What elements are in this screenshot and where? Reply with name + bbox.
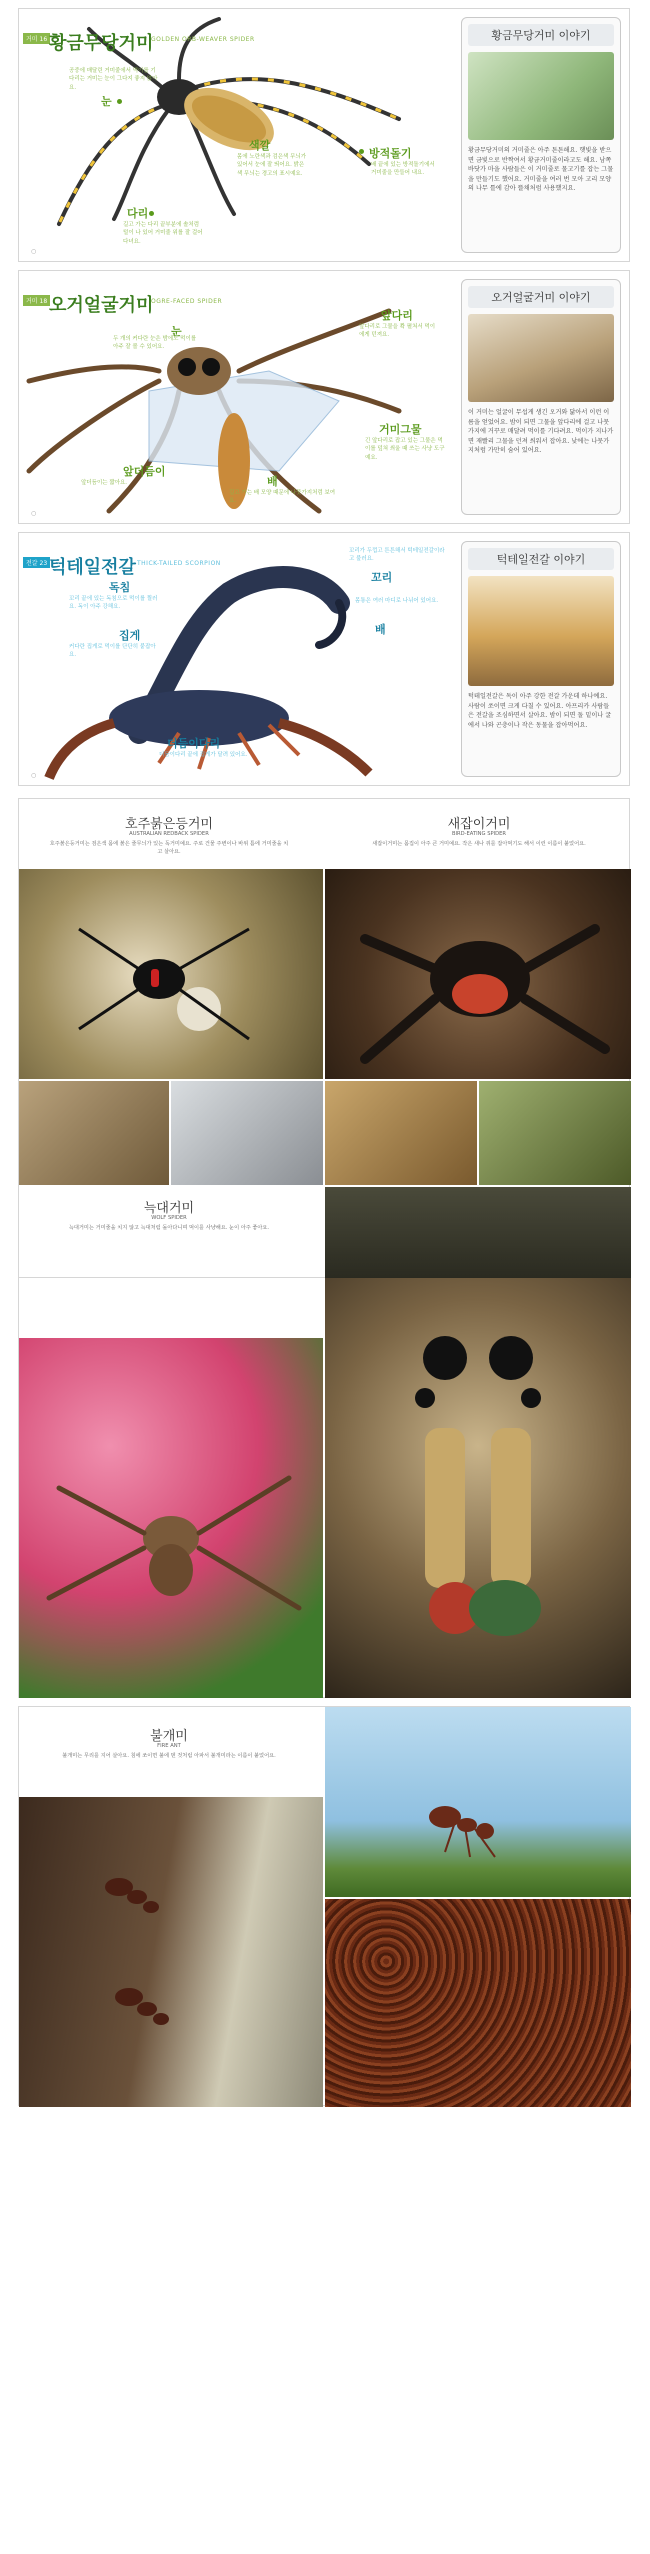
wolf-spider-title: 늑대거미 — [143, 1201, 195, 1216]
story-sidebar — [461, 279, 621, 515]
hair-note: 배 끝에 있는 방적돌기에서 거미줄을 만들어 내요. — [371, 162, 435, 177]
belly-note: 몸통은 여러 마디로 나뉘어 있어요. — [355, 598, 439, 604]
belly-note: 길고 가는 배 모양 때문에 나뭇가지처럼 보여요. — [229, 490, 336, 505]
story-text: 황금무당거미의 거미줄은 아주 튼튼해요. 햇빛을 받으면 금빛으로 반짝여서 황금거미줄이라고도 해요. 남쪽 바닷가 마을 사람들은 이 거미줄로 물고기를 잡는 그물을 만들기도 했어요. 거미줄을 여러 번 모아 고리 모양의 나무 틀에 감아 뜰채처럼 사용했지요. — [468, 147, 614, 193]
redback-title: 호주붉은등거미 — [125, 817, 213, 832]
spread-ogre-faced — [18, 270, 630, 524]
palp-label: 더듬이다리 — [167, 737, 221, 750]
bird-eater-photo — [325, 869, 631, 1079]
eye-note: 두 개의 커다란 눈은 밤에도 먹이를 아주 잘 볼 수 있어요. — [113, 336, 197, 351]
fire-ant-climbing-image — [19, 1797, 323, 2107]
bird-eater-thumb-1 — [325, 1081, 477, 1185]
photo-spread-fire-ant — [18, 1706, 630, 2106]
page-subtitle: OGRE-FACED SPIDER — [151, 298, 223, 305]
page-title: 오거얼굴거미 — [49, 295, 154, 316]
pincer-label: 집게 — [119, 629, 141, 642]
story-illustration — [468, 576, 614, 686]
page-number: ○ — [31, 772, 37, 779]
story-heading: 턱테일전갈 이야기 — [468, 548, 614, 570]
eye-label: 눈 — [171, 325, 182, 338]
redback-thumb-1 — [19, 1081, 169, 1185]
palp-note: 더듬이다리 끝에 집게가 달려 있어요. — [159, 752, 248, 758]
story-sidebar — [461, 541, 621, 777]
page-subtitle: THICK-TAILED SCORPION — [137, 560, 221, 567]
story-heading: 황금무당거미 이야기 — [468, 24, 614, 46]
main-illustration-area — [19, 271, 455, 523]
fire-ant-title: 불개미 — [150, 1729, 188, 1744]
wolf-spider-face-photo — [325, 1278, 631, 1698]
redback-caption: AUSTRALIAN REDBACK SPIDER — [129, 831, 209, 837]
bird-eater-caption: BIRD-EATING SPIDER — [451, 831, 507, 837]
sting-label: 독침 — [109, 581, 131, 594]
wolf-spider-text: 늑대거미는 거미줄을 치지 않고 늑대처럼 돌아다니며 먹이를 사냥해요. 눈이 아주 좋아요. — [68, 1225, 270, 1231]
redback-text: 호주붉은등거미는 검은색 몸에 붉은 줄무늬가 있는 독거미예요. 주로 건물 주변이나 바위 틈에 거미줄을 치고 살아요. — [49, 841, 289, 855]
photo-spread-redback-bird-eater — [18, 798, 630, 1278]
web-label: 거미그물 — [379, 423, 422, 436]
fire-ant-trunk-photo — [19, 1797, 323, 2107]
redback-thumb-2 — [171, 1081, 323, 1185]
story-text: 이 거미는 얼굴이 무섭게 생긴 오거와 닮아서 이런 이름을 얻었어요. 밤이 되면 그물을 앞다리에 걸고 나뭇가지에 거꾸로 매달려 먹이를 기다려요. 먹이가 지나가면 재빨리 그물을 던져 씌워서 잡아요. 낮에는 나뭇가지처럼 가만히 숨어 있어요. — [468, 409, 614, 455]
redback-spider-image — [19, 869, 323, 1079]
page-title: 턱테일전갈 — [49, 557, 136, 578]
web-note: 긴 앞다리로 잡고 있는 그물은 먹이를 덮쳐 씌울 때 쓰는 사냥 도구예요. — [365, 438, 445, 461]
page-badge: 거미 18 — [23, 295, 50, 306]
bird-eater-text: 새잡이거미는 몸집이 아주 큰 거미예요. 작은 새나 쥐를 잡아먹기도 해서 이런 이름이 붙었어요. — [372, 841, 586, 847]
redback-photo — [19, 869, 323, 1079]
leg-note: 길고 가는 다리 끝부분에 솔처럼 털이 나 있어 거미줄 위를 잘 걸어 다녀요. — [123, 222, 203, 245]
story-illustration — [468, 314, 614, 402]
wolf-spider-image — [19, 1338, 323, 1698]
fire-ant-sky-photo — [325, 1707, 631, 1897]
tail-label: 꼬리 — [371, 571, 393, 584]
page-badge: 전갈 23 — [23, 557, 50, 568]
page-title: 황금무당거미 — [49, 33, 154, 54]
eye-label: 눈 — [101, 95, 112, 108]
leg-label: 다리 — [127, 207, 149, 220]
page-subtitle: GOLDEN ORB-WEAVER SPIDER — [151, 36, 255, 43]
page-badge: 거미 16 — [23, 33, 50, 44]
photo-spread-wolf-spider — [18, 1278, 630, 1698]
wolf-spider-flower-photo — [19, 1338, 323, 1698]
hair-dot — [359, 149, 364, 154]
wolf-spider-face-image — [325, 1278, 631, 1698]
color-note: 몸에 노란색과 검은색 무늬가 있어서 눈에 잘 띄어요. 밝은 색 무늬는 경고의 표시예요. — [237, 154, 307, 177]
eye-dot — [117, 99, 122, 104]
story-illustration — [468, 52, 614, 140]
front-leg-label: 앞다리 — [381, 309, 413, 322]
page-number: ○ — [31, 510, 37, 517]
leg-dot — [149, 211, 154, 216]
eye-note: 공중에 매달린 거미줄에서 먹이를 기다리는 거미는 눈이 그다지 좋지 않아요. — [69, 68, 158, 91]
front-leg-note: 앞다리로 그물을 쫙 펼쳐서 먹이에게 던져요. — [359, 324, 436, 339]
palp-note: 앞더듬이는 짧아요. — [81, 480, 128, 486]
bird-eater-spider-image — [325, 869, 631, 1079]
main-illustration-area — [19, 9, 455, 261]
fire-ant-single-image — [325, 1707, 631, 1897]
story-text: 턱테일전갈은 독이 아주 강한 전갈 가운데 하나예요. 사람이 쏘이면 크게 다칠 수 있어요. 아프리카 사람들은 전갈을 조심하면서 살아요. 밤이 되면 돌 밑이나 굴에서 나와 곤충이나 작은 동물을 잡아먹어요. — [468, 693, 612, 729]
story-sidebar — [461, 17, 621, 253]
wolf-spider-closeup — [325, 1187, 631, 1279]
fire-ant-caption: FIRE ANT — [157, 1743, 181, 1749]
wolf-spider-caption: WOLF SPIDER — [151, 1215, 187, 1221]
fire-ant-colony-photo — [325, 1899, 631, 2107]
hair-label: 방적돌기 — [369, 147, 412, 160]
spread-thick-tailed-scorpion — [18, 532, 630, 786]
page-number: ○ — [31, 248, 37, 255]
palp-label: 앞더듬이 — [123, 465, 166, 478]
pincer-note: 커다란 집게로 먹이를 단단히 붙잡아요. — [69, 644, 156, 659]
color-label: 색깔 — [249, 139, 271, 152]
story-heading: 오거얼굴거미 이야기 — [468, 286, 614, 308]
belly-label: 배 — [375, 623, 386, 636]
sting-note: 꼬리 끝에 있는 독침으로 먹이를 찔러요. 독이 아주 강해요. — [69, 596, 158, 611]
bird-eater-thumb-2 — [479, 1081, 631, 1185]
main-illustration-area — [19, 533, 455, 785]
tail-note: 꼬리가 두껍고 튼튼해서 턱테일전갈이라고 불러요. — [349, 548, 445, 563]
fire-ant-text: 불개미는 무리를 지어 살아요. 침에 쏘이면 불에 덴 것처럼 아파서 불개미라는 이름이 붙었어요. — [62, 1753, 276, 1759]
spread-golden-orb — [18, 8, 630, 262]
belly-label: 배 — [267, 475, 278, 488]
bird-eater-title: 새잡이거미 — [447, 817, 511, 832]
